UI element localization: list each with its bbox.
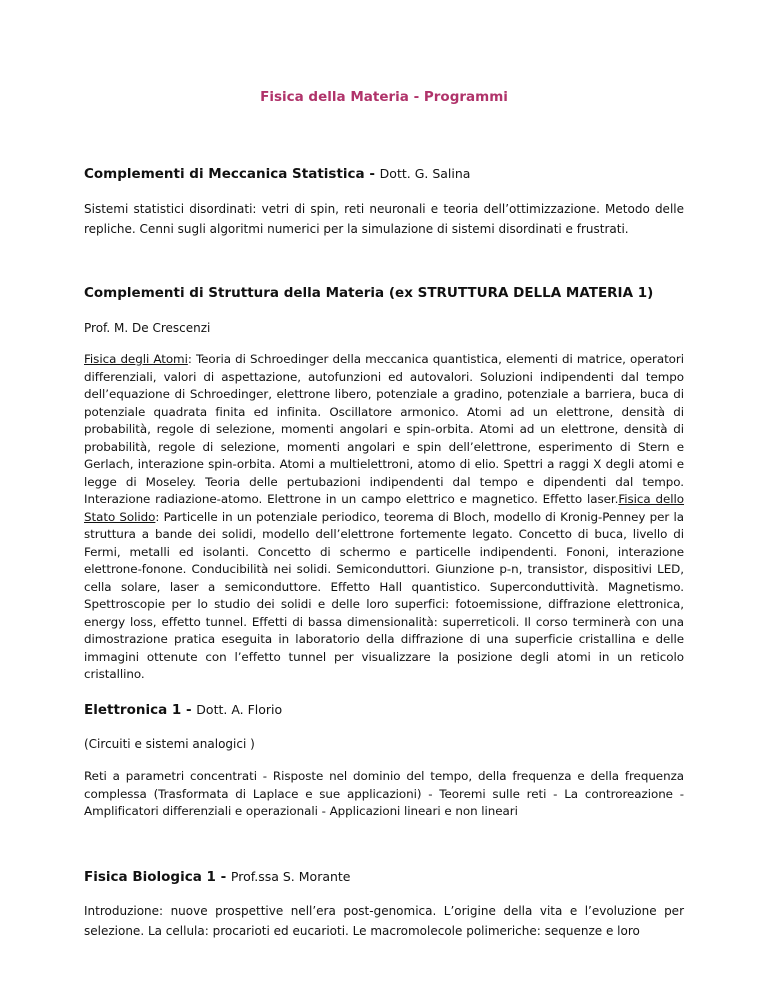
section-elettronica bbox=[84, 701, 684, 821]
topic-atoms-label: Fisica degli Atomi bbox=[84, 352, 188, 366]
section-heading bbox=[84, 868, 684, 886]
section-meccanica-statistica bbox=[84, 165, 684, 240]
course-lecturer: Prof. M. De Crescenzi bbox=[84, 321, 211, 335]
topic-atoms-text: : Teoria di Schroedinger della meccanica quantistica, elementi di matrice, operatori differenziali, valori di aspettazione, autofunzioni ed autovalori. Soluzioni indipendenti dal tempo dell’equazione di Schroedinger, elettrone libero, potenziale a gradino, potenziale a barriera, buca di potenziale quadrata finita ed infinita. Oscillatore armonico. Atomi ad un elettrone, densità di probabilità, regole di selezione, momenti angolari e spin-orbita. Atomi ad un elettrone, densità di probabilità, regole di selezione, momenti angolari e spin dell’elettrone, esperimento di Stern e Gerlach, interazione spin-orbita. Atomi a multielettroni, atomo di elio. Spettri a raggi X degli atomi e legge di Moseley. Teoria delle pertubazioni indipendenti dal tempo e dipendenti dal tempo. Interazione radiazione-atomo. Elettrone in un campo elettrico e magnetico. Effetto laser. bbox=[84, 352, 684, 506]
course-lecturer: Prof.ssa S. Morante bbox=[230, 869, 351, 884]
course-description: Reti a parametri concentrati - Risposte nel dominio del tempo, della frequenza e della frequenza complessa (Trasformata di Laplace e sue applicazioni) - Teoremi sulle reti - La controreazione - Amplificatori differenziali e operazionali - Applicazioni lineari e non lineari bbox=[84, 769, 684, 818]
course-lecturer: Dott. G. Salina bbox=[379, 166, 471, 181]
course-title: Fisica Biologica 1 - bbox=[84, 869, 227, 885]
course-description: Introduzione: nuove prospettive nell’era post-genomica. L’origine della vita e l’evoluzione per selezione. La cellula: procarioti ed eucarioti. Le macromolecole polimeriche: sequenze e loro bbox=[84, 904, 684, 938]
section-heading: Complementi di Struttura della Materia (ex STRUTTURA DELLA MATERIA 1) bbox=[84, 285, 654, 301]
document-title: Fisica della Materia - Programmi bbox=[260, 89, 508, 105]
course-title: Complementi di Meccanica Statistica - bbox=[84, 166, 375, 182]
course-lecturer: Dott. A. Florio bbox=[196, 702, 283, 717]
topic-solid-state-label: Fisica dello Stato Solido bbox=[84, 492, 685, 524]
section-fisica-biologica bbox=[84, 868, 684, 942]
course-description: Sistemi statistici disordinati: vetri di spin, reti neuronali e teoria dell’ottimizzazione. Metodo delle repliche. Cenni sugli algoritmi numerici per la simulazione di sistemi disordinati e frustrati. bbox=[84, 202, 684, 236]
topic-solid-state-text: : Particelle in un potenziale periodico, teorema di Bloch, modello di Kronig-Penney per la struttura a bande dei solidi, modello dell’elettrone fortemente legato. Concetto di buca, livello di Fermi, metalli ed isolanti. Concetto di schermo e particelle indipendenti. Fononi, interazione elettrone-fonone. Conducibilità nei solidi. Semiconduttori. Giunzione p-n, transistor, dispositivi LED, cella solare, laser a semiconduttore. Effetto Hall quantistico. Superconduttività. Magnetismo. Spettroscopie per lo studio dei solidi e delle loro superfici: fotoemissione, diffrazione elettronica, energy loss, effetto tunnel. Effetti di bassa dimensionalità: superreticoli. Il corso terminerà con una dimostrazione pratica eseguita in laboratorio della diffrazione di una superficie cristallina e delle immagini ottenute con l’effetto tunnel per visualizzare la posizione degli atomi in un reticolo cristallino. bbox=[84, 509, 684, 681]
course-title: Elettronica 1 - bbox=[84, 702, 192, 718]
section-heading bbox=[84, 165, 684, 183]
course-subtitle: (Circuiti e sistemi analogici ) bbox=[84, 737, 255, 751]
section-struttura-materia bbox=[84, 284, 684, 684]
course-description bbox=[84, 351, 684, 684]
section-heading bbox=[84, 701, 684, 719]
